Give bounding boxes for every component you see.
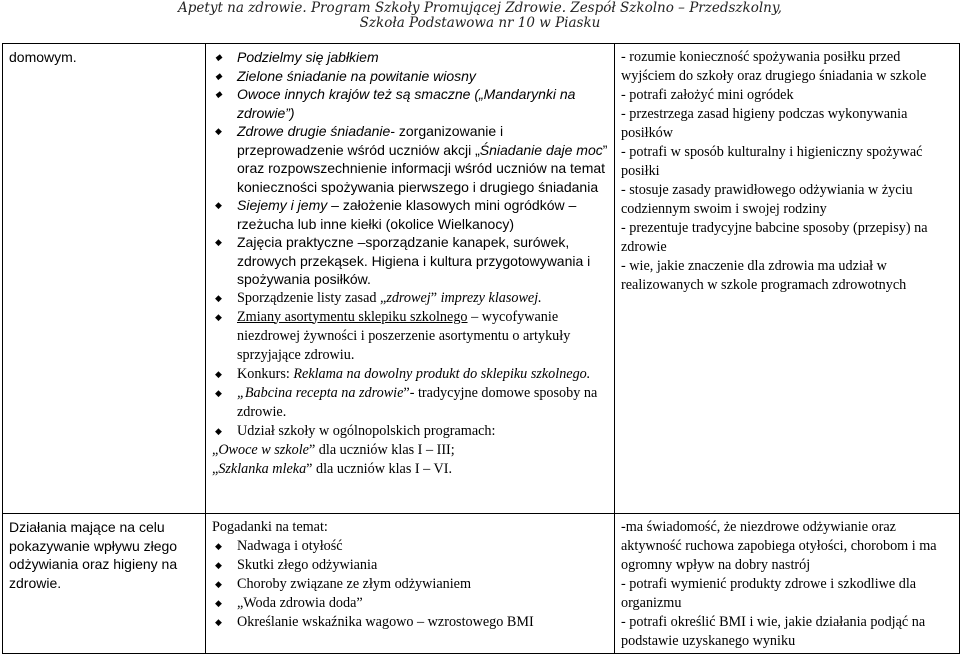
outcome-line: - potrafi wymienić produkty zdrowe i szkodliwe dla organizmu bbox=[621, 576, 917, 611]
document-header-line2: Szkoła Podstawowa nr 10 w Piasku bbox=[359, 15, 601, 31]
row1-activities bbox=[206, 44, 615, 514]
program-line: „Owoce w szkole” dla uczniów klas I – III; bbox=[212, 441, 455, 458]
program-table bbox=[2, 43, 960, 654]
list-item: ◆ „Woda zdrowia doda” bbox=[215, 595, 363, 611]
document-header-line1: Apetyt na zdrowie. Program Szkoły Promującej Zdrowie. Zespół Szkolno – Przedszkolny, bbox=[178, 0, 782, 16]
outcome-line: - przestrzega zasad higieny podczas wykonywania posiłków bbox=[621, 106, 908, 141]
list-item: ◆ Udział szkoły w ogólnopolskich programach: bbox=[215, 422, 496, 439]
bullet-icon: ◆ bbox=[215, 617, 222, 627]
row2-activities bbox=[206, 514, 615, 654]
list-item: ◆ Zajęcia praktyczne –sporządzanie kanapek, surówek, zdrowych przekąsek. Higiena i kultura przygotowywania i spożywania posiłków. bbox=[215, 234, 591, 287]
bullet-icon: ◆ bbox=[215, 579, 222, 589]
list-item: ◆ Konkurs: Reklama na dowolny produkt do sklepiku szkolnego. bbox=[215, 365, 591, 382]
list-item: ◆ Sporządzenie listy zasad „zdrowej” imprezy klasowej. bbox=[215, 289, 542, 306]
program-line: „Szklanka mleka” dla uczniów klas I – VI. bbox=[212, 460, 453, 477]
list-item: ◆ Siejemy i jemy – założenie klasowych mini ogródków – rzeżucha lub inne kiełki (okolice Wielkanocy) bbox=[215, 197, 577, 232]
bullet-icon: ◆ bbox=[215, 560, 222, 570]
row1-col1 bbox=[3, 44, 206, 514]
bullet-icon: ◆ bbox=[215, 70, 222, 81]
list-item: ◆ „Babcina recepta na zdrowie”- tradycyjne domowe sposoby na zdrowie. bbox=[215, 384, 598, 420]
talks-intro: Pogadanki na temat: bbox=[212, 519, 328, 535]
outcome-line: - potrafi określić BMI i wie, jakie działania podjąć na podstawie uzyskanego wyniku bbox=[621, 614, 926, 649]
table-row bbox=[3, 514, 960, 654]
outcome-line: - rozumie konieczność spożywania posiłku przed wyjściem do szkoły oraz drugiego śniadania w szkole bbox=[621, 49, 927, 84]
row1-col1-text: domowym. bbox=[9, 49, 77, 65]
outcome-line: -ma świadomość, że niezdrowe odżywianie oraz aktywność ruchowa zapobiega otyłości, chorobom i ma ogromny wpływ na dobry nastrój bbox=[621, 519, 937, 573]
row1-outcomes bbox=[615, 44, 960, 514]
row2-outcomes bbox=[615, 514, 960, 654]
bullet-icon: ◆ bbox=[215, 89, 222, 99]
list-item: ◆ Podzielmy się jabłkiem bbox=[215, 49, 379, 65]
row2-col1-text: Działania mające na celu pokazywanie wpływu złego odżywiania oraz higieny na zdrowie. bbox=[9, 519, 178, 591]
bullet-icon: ◆ bbox=[215, 541, 222, 551]
outcome-line: - potrafi w sposób kulturalny i higieniczny spożywać posiłki bbox=[621, 144, 923, 179]
list-item: ◆ Nadwaga i otyłość bbox=[215, 538, 343, 554]
bullet-icon: ◆ bbox=[215, 368, 222, 379]
bullet-icon: ◆ bbox=[215, 292, 222, 303]
list-item: ◆ Określanie wskaźnika wagowo – wzrostowego BMI bbox=[215, 614, 534, 630]
outcome-line: - stosuje zasady prawidłowego odżywiania w życiu codziennym swoim i swojej rodziny bbox=[621, 182, 913, 217]
list-item: ◆ Choroby związane ze złym odżywianiem bbox=[215, 576, 472, 592]
bullet-icon: ◆ bbox=[215, 387, 222, 398]
bullet-icon: ◆ bbox=[215, 598, 222, 608]
bullet-icon: ◆ bbox=[215, 52, 222, 62]
bullet-icon: ◆ bbox=[215, 126, 222, 136]
list-item: ◆ Owoce innych krajów też są smaczne („Mandarynki na zdrowie”) bbox=[215, 86, 576, 121]
bullet-icon: ◆ bbox=[215, 311, 222, 322]
list-item: ◆ Zdrowe drugie śniadanie- zorganizowanie i przeprowadzenie wśród uczniów akcji „Śniadanie daje moc” oraz rozpowszechnienie informacji wśród uczniów na temat konieczności spożywania pierwszego i drugiego śniadania bbox=[215, 123, 608, 195]
list-item: ◆ Zmiany asortymentu sklepiku szkolnego – wycofywanie niezdrowej żywności i poszerzenie asortymentu o artykuły sprzyjające zdrowiu. bbox=[215, 308, 571, 363]
list-item: ◆ Skutki złego odżywiania bbox=[215, 557, 378, 573]
bullet-icon: ◆ bbox=[215, 200, 222, 210]
outcome-line: - potrafi założyć mini ogródek bbox=[621, 87, 794, 103]
bullet-icon: ◆ bbox=[215, 425, 222, 436]
row2-col1 bbox=[3, 514, 206, 654]
outcome-line: - wie, jakie znaczenie dla zdrowia ma udział w realizowanych w szkole programach zdrowotnych bbox=[621, 258, 907, 293]
table-row bbox=[3, 44, 960, 514]
outcome-line: - prezentuje tradycyjne babcine sposoby (przepisy) na zdrowie bbox=[621, 220, 928, 255]
list-item: ◆ Zielone śniadanie na powitanie wiosny bbox=[215, 67, 476, 84]
bullet-icon: ◆ bbox=[215, 237, 222, 247]
